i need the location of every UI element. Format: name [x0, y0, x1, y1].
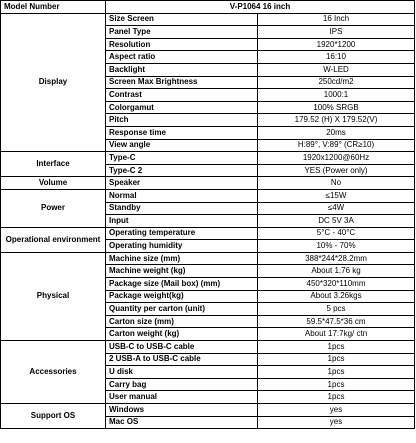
spec-label: Screen Max Brightness [106, 76, 258, 89]
spec-value: No [258, 177, 415, 190]
spec-value: 1pcs [258, 353, 415, 366]
spec-value: 5 pcs [258, 303, 415, 316]
spec-value: 1920*1200 [258, 38, 415, 51]
spec-value: 59.5*47.5*36 cm [258, 315, 415, 328]
spec-label: Type-C 2 [106, 164, 258, 177]
category-cell: Interface [1, 152, 106, 177]
spec-value: YES (Power only) [258, 164, 415, 177]
spec-value: yes [258, 416, 415, 429]
spec-label: Standby [106, 202, 258, 215]
spec-body [1, 13, 415, 429]
spec-label: Aspect ratio [106, 51, 258, 64]
category-cell: Power [1, 189, 106, 227]
spec-label: Package weight(kg) [106, 290, 258, 303]
spec-label: Contrast [106, 89, 258, 102]
spec-label: Carton size (mm) [106, 315, 258, 328]
spec-label: View angle [106, 139, 258, 152]
category-cell: Physical [1, 252, 106, 340]
spec-value: 1pcs [258, 391, 415, 404]
spec-label: Normal [106, 189, 258, 202]
header-model-number: Model Number [1, 1, 106, 14]
spec-label: Resolution [106, 38, 258, 51]
spec-label: Machine size (mm) [106, 252, 258, 265]
spec-value: 179.52 (H) X 179.52(V) [258, 114, 415, 127]
table-row [1, 189, 415, 202]
spec-value: 450*320*110mm [258, 278, 415, 291]
spec-value: 16 Inch [258, 13, 415, 26]
spec-value: DC 5V 3A [258, 215, 415, 228]
spec-value: yes [258, 404, 415, 417]
spec-label: Quantity per carton (unit) [106, 303, 258, 316]
table-row [1, 252, 415, 265]
spec-value: IPS [258, 26, 415, 39]
spec-label: Pitch [106, 114, 258, 127]
table-row [1, 152, 415, 165]
spec-value: About 3.26kgs [258, 290, 415, 303]
table-row [1, 341, 415, 354]
spec-label: Panel Type [106, 26, 258, 39]
spec-label: Operating humidity [106, 240, 258, 253]
spec-value: 250cd/m2 [258, 76, 415, 89]
spec-value: 16:10 [258, 51, 415, 64]
spec-value: H:89°, V:89° (CR≥10) [258, 139, 415, 152]
spec-label: Response time [106, 126, 258, 139]
spec-label: Colorgamut [106, 101, 258, 114]
spec-label: Type-C [106, 152, 258, 165]
category-cell: Support OS [1, 404, 106, 429]
spec-value: 388*244*28.2mm [258, 252, 415, 265]
table-row [1, 177, 415, 190]
spec-label: Carton weight (kg) [106, 328, 258, 341]
spec-value: 1920x1200@60Hz [258, 152, 415, 165]
spec-value: 1pcs [258, 378, 415, 391]
spec-value: 10% - 70% [258, 240, 415, 253]
spec-label: Carry bag [106, 378, 258, 391]
header-model-name: V-P1064 16 inch [106, 1, 415, 14]
spec-label: Windows [106, 404, 258, 417]
spec-value: 1pcs [258, 341, 415, 354]
category-cell: Accessories [1, 341, 106, 404]
spec-value: ≤4W [258, 202, 415, 215]
spec-label: Input [106, 215, 258, 228]
category-cell: Display [1, 13, 106, 152]
spec-value: 1000:1 [258, 89, 415, 102]
spec-value: 1pcs [258, 366, 415, 379]
spec-value: About 1.76 kg [258, 265, 415, 278]
spec-label: Package size (Mail box) (mm) [106, 278, 258, 291]
category-cell: Operational environment [1, 227, 106, 252]
spec-value: About 17.7kg/ ctn [258, 328, 415, 341]
spec-label: 2 USB-A to USB-C cable [106, 353, 258, 366]
table-row [1, 404, 415, 417]
spec-value: ≤15W [258, 189, 415, 202]
spec-label: User manual [106, 391, 258, 404]
table-row [1, 227, 415, 240]
spec-label: Speaker [106, 177, 258, 190]
header-row [1, 1, 415, 14]
table-row [1, 13, 415, 26]
spec-label: Mac OS [106, 416, 258, 429]
spec-value: 100% SRGB [258, 101, 415, 114]
spec-label: Size Screen [106, 13, 258, 26]
spec-label: U disk [106, 366, 258, 379]
category-cell: Volume [1, 177, 106, 190]
spec-value: 5°C - 40°C [258, 227, 415, 240]
spec-label: Machine weight (kg) [106, 265, 258, 278]
spec-value: W-LED [258, 63, 415, 76]
spec-value: 20ms [258, 126, 415, 139]
spec-label: Backlight [106, 63, 258, 76]
spec-label: Operating temperature [106, 227, 258, 240]
spec-label: USB-C to USB-C cable [106, 341, 258, 354]
